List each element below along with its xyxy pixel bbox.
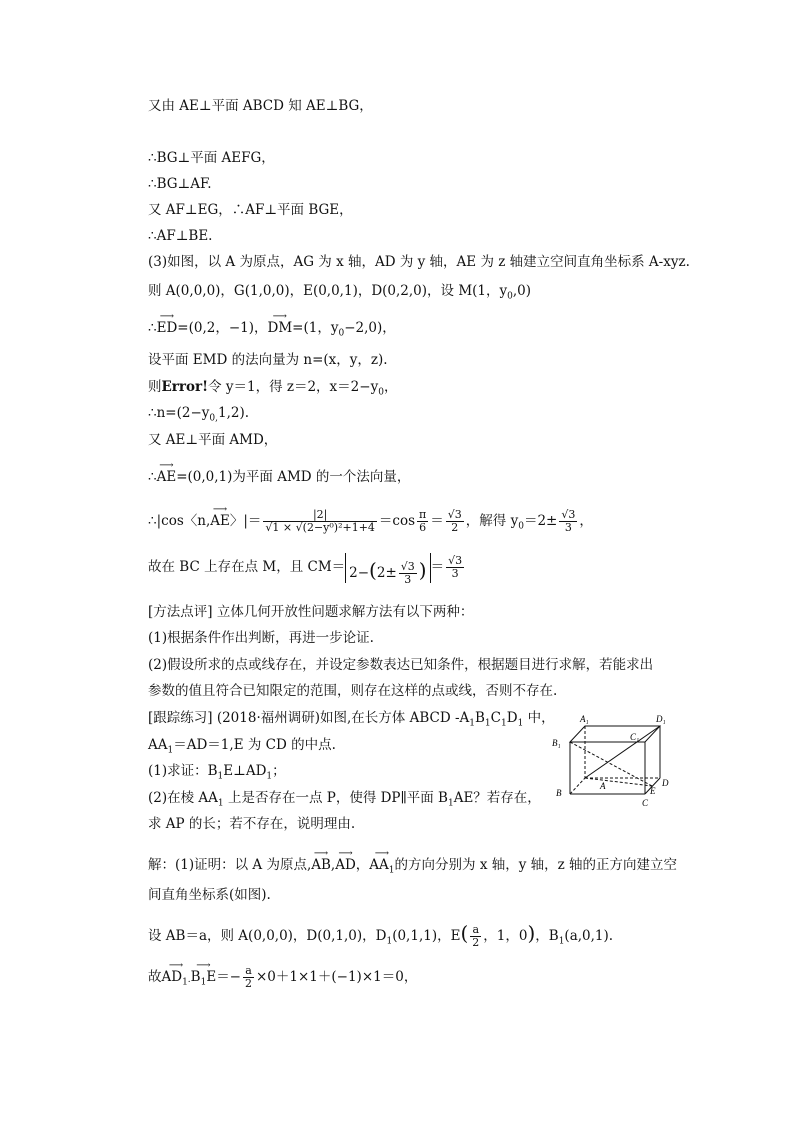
text-line: [方法点评] 立体几何开放性问题求解方法有以下两种： [148, 604, 474, 620]
denominator: 2 [245, 977, 252, 990]
label-d1: D₁ [656, 714, 666, 724]
vector-ed: ⟶ ED [157, 319, 178, 337]
text-span: ＝ [430, 559, 445, 575]
cuboid-figure [550, 712, 670, 812]
text-line [148, 282, 531, 306]
text-span: B [475, 710, 485, 726]
subscript: 1 [501, 718, 507, 729]
numerator: √3 [447, 508, 462, 521]
subscript: 1 [217, 771, 224, 782]
text-span: 中， [523, 710, 555, 726]
formula-line [148, 504, 593, 544]
text-line [148, 319, 396, 343]
subscript: 0 [378, 387, 384, 398]
formula-line [148, 550, 466, 584]
numerator: π [419, 508, 427, 521]
subscript: 1 [517, 718, 524, 729]
text-span: 上是否存在一点 P，使得 DP∥平面 B [223, 790, 448, 806]
subscript: 1 [469, 718, 475, 729]
text-span: 故在 BC 上存在点 M，且 CM＝ [148, 559, 346, 575]
text-span: ，解得 y [465, 513, 519, 529]
text-span: 则 A(0,0,0)，G(1,0,0)，E(0,0,1)，D(0,2,0)，设 M(1，y [148, 283, 508, 299]
text-span: ； [272, 763, 286, 779]
text-line: 求 AP 的长；若不存在，说明理由. [148, 816, 356, 832]
text-span: 故 [148, 969, 162, 985]
subscript: 1 [386, 936, 393, 947]
vector-ae: ⟶ AE [157, 468, 177, 486]
text-line [148, 918, 613, 957]
label-b1: B₁ [552, 738, 561, 748]
fraction [417, 509, 428, 534]
segment-ae [585, 778, 652, 786]
text-line: 又 AF⊥EG，∴AF⊥平面 BGE， [148, 202, 353, 218]
fraction [243, 965, 254, 990]
fraction [446, 509, 464, 534]
subscript: 1· [182, 977, 191, 988]
fraction [263, 509, 377, 534]
vector-ae: ⟶ AE [210, 504, 230, 538]
text-span: (1)求证：B [148, 763, 218, 779]
fraction [470, 924, 481, 949]
text-line: (1)根据条件作出判断，再进一步论证. [148, 630, 374, 646]
label-d: D [662, 778, 669, 788]
text-span: =(1，y [292, 320, 339, 336]
text-line [148, 789, 541, 813]
text-line: ∴BG⊥平面 AEFG， [148, 150, 275, 166]
subscript: 1 [388, 865, 395, 876]
text-span: =(0,2，−1)， [177, 320, 268, 336]
text-line [148, 962, 417, 998]
text-span: AD [161, 969, 183, 985]
text-line [148, 856, 677, 880]
subscript: 1 [217, 798, 224, 809]
vector-ab: ⟶ AB [311, 856, 331, 874]
text-span: ， [383, 379, 398, 395]
text-span: 2± [376, 564, 397, 581]
fraction [559, 509, 577, 534]
text-span: ＝− [216, 969, 241, 985]
text-line [148, 762, 286, 786]
text-span: (0,1,1)，E [392, 928, 461, 944]
text-line: 设平面 EMD 的法向量为 n=(x，y，z). [148, 352, 388, 368]
text-span: 的方向分别为 x 轴，y 轴，z 轴的正方向建立空 [394, 857, 678, 873]
top-face [570, 726, 660, 742]
text-line: ∴AF⊥BE. [148, 228, 213, 244]
fraction [446, 555, 464, 580]
text-span: AA [148, 737, 168, 753]
text-span: D [506, 710, 518, 726]
text-line [148, 378, 397, 402]
paren: ) [527, 921, 536, 945]
hidden-edge [570, 778, 585, 794]
text-span: ∴|cos〈n, [148, 513, 211, 529]
numerator: |2| [263, 509, 377, 522]
denominator: 2 [451, 521, 459, 534]
vector-ad: ⟶ AD [335, 856, 356, 874]
text-line [148, 709, 555, 733]
subscript: 1 [167, 745, 174, 756]
text-line [148, 736, 336, 760]
denominator: √1 × √(2−y⁰)²+1+4 [265, 521, 375, 534]
text-span: =(0,0,1)为平面 AMD 的一个法向量， [176, 469, 411, 485]
subscript: 0 [507, 291, 513, 302]
text-span: (a,0,1). [564, 928, 614, 944]
subscript: 1 [266, 771, 273, 782]
denominator: 3 [451, 567, 459, 580]
text-span: AE？若存在， [453, 790, 541, 806]
label-b: B [556, 788, 562, 798]
label-e: E [650, 786, 656, 796]
text-span: ＝cos [378, 513, 416, 529]
text-span: ， [579, 513, 593, 529]
text-span: , [330, 857, 336, 873]
denominator: 2 [472, 936, 480, 949]
paren: ) [418, 557, 427, 582]
fraction [399, 561, 417, 586]
error-text: Error! [161, 379, 209, 395]
denominator: 3 [404, 572, 412, 586]
subscript: 0, [209, 413, 218, 424]
text-span: AA [369, 857, 389, 873]
text-span: ＝2± [523, 513, 558, 529]
text-span: B [190, 969, 201, 985]
text-span: ， [355, 857, 370, 873]
numerator: √3 [400, 559, 415, 573]
text-span: E⊥AD [223, 763, 267, 779]
text-span: 设 AB＝a，则 A(0,0,0)，D(0,1,0)，D [148, 928, 387, 944]
text-span: 1,2). [217, 405, 250, 421]
vector-aa1 [369, 856, 394, 880]
label-a1: A₁ [580, 714, 589, 724]
text-span: E [206, 969, 217, 985]
text-line: 又 AE⊥平面 AMD， [148, 432, 278, 448]
subscript: 0 [518, 521, 524, 532]
text-span: 令 y＝1，得 z＝2，x＝2−y [208, 379, 379, 395]
text-span: ∴n=(2−y [148, 405, 210, 421]
text-line [148, 404, 249, 428]
numerator: √3 [561, 508, 576, 521]
text-line: ∴BG⊥AF. [148, 176, 212, 192]
numerator: a [243, 965, 254, 978]
text-line: (3)如图，以 A 为原点，AG 为 x 轴，AD 为 y 轴，AE 为 z 轴建立空间直角坐标系 A-xyz. [148, 254, 690, 270]
text-span: ∴ [148, 320, 157, 336]
absolute-value [345, 553, 430, 586]
subscript: 1 [200, 977, 207, 988]
text-span: ，B [535, 928, 559, 944]
text-line: 又由 AE⊥平面 ABCD 知 AE⊥BG， [148, 98, 373, 114]
label-a: A [600, 781, 606, 791]
segment-ad1 [585, 726, 660, 778]
text-span: [跟踪练习] (2018·福州调研)如图,在长方体 ABCD -A [148, 710, 470, 726]
vector-ad1 [162, 962, 191, 998]
text-span: ×0＋1×1＋(−1)×1＝0， [256, 969, 418, 985]
text-span: 2− [349, 564, 370, 581]
text-span: 〉|＝ [229, 513, 262, 529]
subscript: 1 [447, 798, 454, 809]
text-span: ∴ [148, 469, 157, 485]
subscript: 1 [484, 718, 491, 729]
text-line: 间直角坐标系(如图). [148, 887, 271, 903]
label-c: C [642, 798, 649, 808]
label-c1: C₁ [630, 732, 640, 742]
segment-b1e [570, 742, 652, 786]
subscript: 1 [558, 936, 565, 947]
text-line [148, 468, 410, 486]
paren: ( [369, 557, 377, 582]
paren: ( [460, 921, 469, 945]
text-span: C [490, 710, 501, 726]
denominator: 3 [564, 521, 572, 534]
text-span: (2)在棱 AA [148, 790, 218, 806]
text-span: −2,0)， [344, 320, 396, 336]
text-span: 则 [148, 379, 162, 395]
vector-dm: ⟶ DM [268, 319, 293, 337]
text-line: (2)假设所求的点或线存在，并设定参数表达已知条件，根据题目进行求解，若能求出 [148, 657, 654, 673]
text-span: 解：(1)证明：以 A 为原点, [148, 857, 312, 873]
text-span: ,0) [512, 283, 532, 299]
text-span: ，1，0 [483, 928, 528, 944]
subscript: 0 [338, 328, 345, 339]
numerator: a [470, 924, 481, 937]
text-line: 参数的值且符合已知限定的范围，则存在这样的点或线，否则不存在. [148, 683, 558, 699]
denominator: 6 [419, 521, 427, 534]
text-span: ＝AD＝1,E 为 CD 的中点. [173, 737, 336, 753]
numerator: √3 [448, 554, 463, 567]
text-span: ＝ [430, 513, 444, 529]
vector-b1e [191, 962, 217, 998]
